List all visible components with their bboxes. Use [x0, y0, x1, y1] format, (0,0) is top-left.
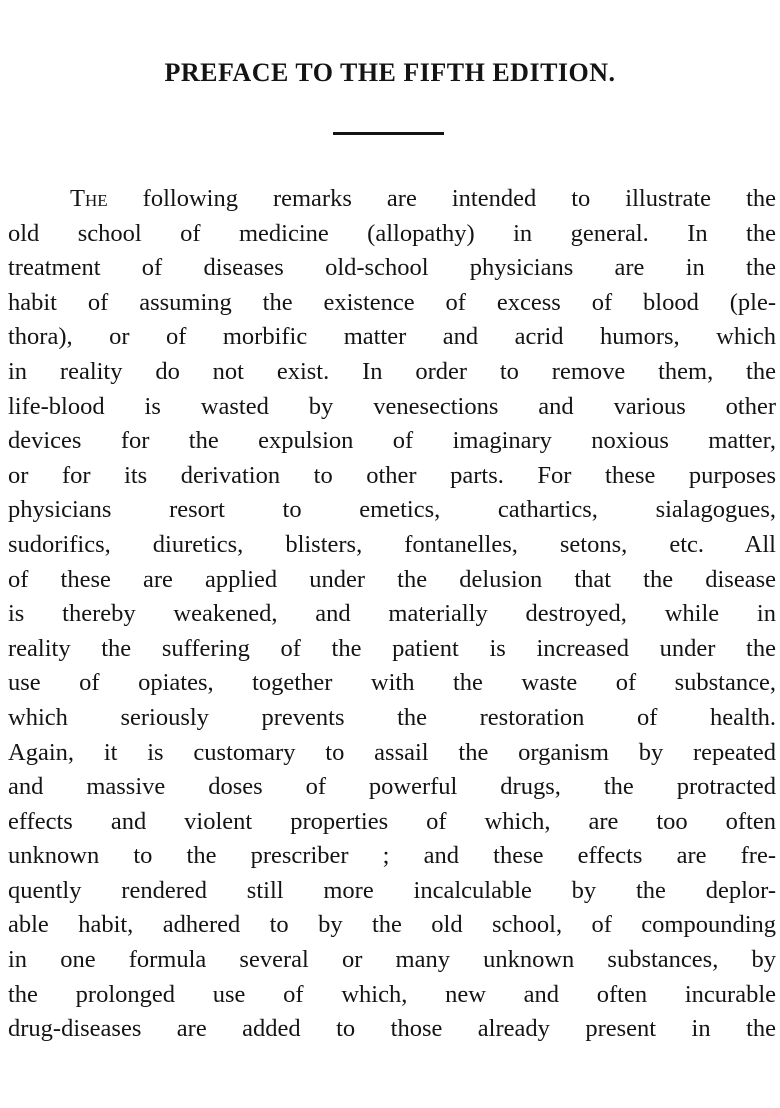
- text-line: treatment of diseases old-school physicians are in the: [8, 254, 776, 282]
- text-line: which seriously prevents the restoration of health.: [8, 703, 776, 731]
- text-line: of these are applied under the delusion that the disease: [8, 565, 776, 593]
- text-line: is thereby weakened, and materially destroyed, while in: [8, 600, 776, 628]
- text-line: sudorifics, diuretics, blisters, fontanelles, setons, etc. All: [8, 530, 776, 558]
- text-line: Again, it is customary to assail the organism by repeated: [8, 738, 776, 766]
- text-line: the prolonged use of which, new and often incurable: [8, 980, 776, 1008]
- text-line: old school of medicine (allopathy) in general. In the: [8, 219, 776, 247]
- text-line: in reality do not exist. In order to remove them, the: [8, 357, 776, 385]
- text-line: use of opiates, together with the waste of substance,: [8, 669, 776, 697]
- text-line: effects and violent properties of which, are too often: [8, 807, 776, 835]
- first-line-rest: following remarks are intended to illustrate the: [142, 185, 776, 212]
- text-line: [8, 182, 776, 217]
- text-line: able habit, adhered to by the old school, of compounding: [8, 911, 776, 939]
- text-line: quently rendered still more incalculable by the deplor-: [8, 876, 776, 904]
- text-line: life-blood is wasted by venesections and various other: [8, 392, 776, 420]
- heading-rule: [333, 132, 444, 135]
- text-line: in one formula several or many unknown substances, by: [8, 946, 776, 974]
- text-line: devices for the expulsion of imaginary noxious matter,: [8, 427, 776, 455]
- text-line: thora), or of morbific matter and acrid humors, which: [8, 323, 776, 351]
- text-line: and massive doses of powerful drugs, the protracted: [8, 773, 776, 801]
- text-line: physicians resort to emetics, cathartics, sialagogues,: [8, 496, 776, 524]
- text-line: unknown to the prescriber ; and these effects are fre-: [8, 842, 776, 870]
- page-heading: PREFACE TO THE FIFTH EDITION.: [164, 58, 616, 87]
- text-line: or for its derivation to other parts. For these purposes: [8, 461, 776, 489]
- drop-word: The: [70, 185, 108, 212]
- preface-paragraph: [8, 182, 776, 1047]
- text-line: reality the suffering of the patient is increased under the: [8, 634, 776, 662]
- text-line: drug-diseases are added to those already present in the: [8, 1015, 776, 1043]
- text-line: habit of assuming the existence of excess of blood (ple-: [8, 288, 776, 316]
